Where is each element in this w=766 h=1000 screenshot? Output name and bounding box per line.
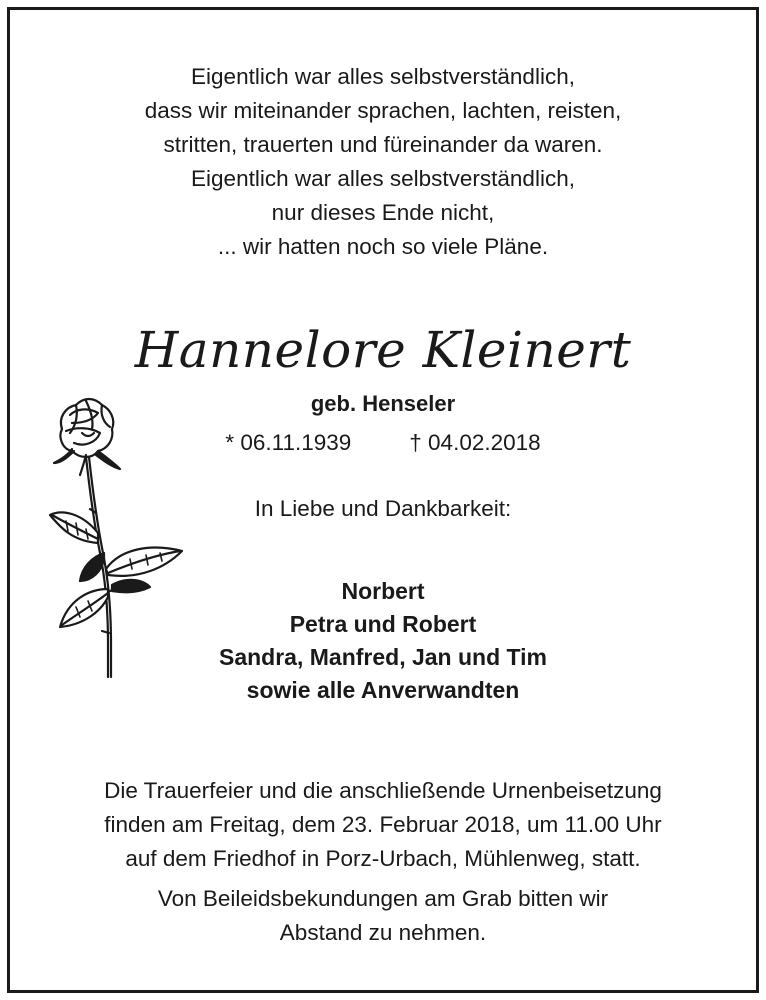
poem-line: dass wir miteinander sprachen, lachten, reisten, [144, 98, 622, 123]
thanks-line: In Liebe und Dankbarkeit: [254, 496, 512, 521]
poem-line: Eigentlich war alles selbstverständlich, [191, 166, 575, 191]
condolence-note [0, 882, 766, 950]
birth-date: * 06.11.1939 [225, 430, 352, 455]
family-line: sowie alle Anverwandten [246, 677, 520, 703]
rose-icon [46, 393, 186, 683]
service-line: finden am Freitag, dem 23. Februar 2018, um 11.00 Uhr [104, 812, 662, 837]
poem-line: nur dieses Ende nicht, [271, 200, 495, 225]
poem [0, 60, 766, 264]
family-line: Norbert [341, 578, 425, 604]
service-line: auf dem Friedhof in Porz-Urbach, Mühlenweg, statt. [125, 846, 641, 871]
poem-line: ... wir hatten noch so viele Pläne. [217, 234, 549, 259]
note-line: Abstand zu nehmen. [279, 920, 487, 945]
family-line: Petra und Robert [289, 611, 477, 637]
poem-line: Eigentlich war alles selbstverständlich, [191, 64, 575, 89]
family-line: Sandra, Manfred, Jan und Tim [218, 644, 548, 670]
death-date: † 04.02.2018 [409, 430, 541, 455]
poem-line: stritten, trauerten und füreinander da waren. [163, 132, 603, 157]
deceased-name: Hannelore Kleinert [134, 321, 632, 379]
service-info [0, 774, 766, 876]
birth-name: geb. Henseler [310, 391, 456, 416]
note-line: Von Beileidsbekundungen am Grab bitten wir [157, 886, 609, 911]
service-line: Die Trauerfeier und die anschließende Urnenbeisetzung [104, 778, 662, 803]
